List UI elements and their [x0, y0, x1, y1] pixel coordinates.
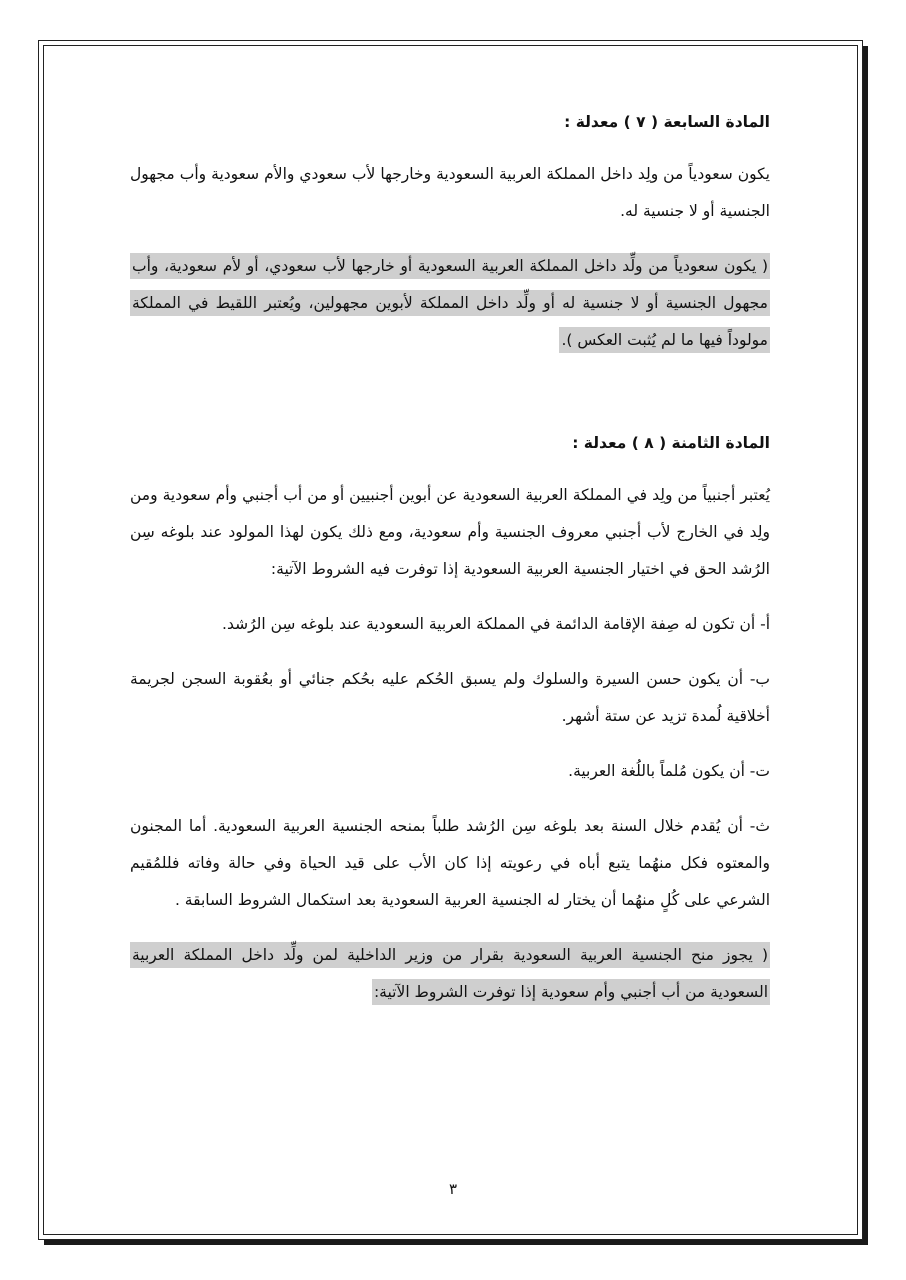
- article-8-condition-a: أ- أن تكون له صِفة الإقامة الدائمة في المملكة العربية السعودية عند بلوغه سِن الرُشد.: [222, 615, 770, 633]
- article-8-condition-th: ث- أن يُقدم خلال السنة بعد بلوغه سِن الرُشد طلباً بمنحه الجنسية العربية السعودية. أما المجنون والمعتوه فكل منهُما يتبع أباه في رعويته إذا كان الأب على قيد الحياة وفي حالة وفاته فللمُقيم الشرعي على كُلٍ منهُما أن يختار له الجنسية العربية السعودية بعد استكمال الشروط السابقة .: [130, 817, 770, 909]
- article-8-amended-block: [130, 937, 770, 1011]
- article-7-title: المادة السابعة ( ٧ ) معدلة :: [564, 113, 770, 131]
- page-shadow-right: [863, 46, 868, 1245]
- article-8-condition-b: ب- أن يكون حسن السيرة والسلوك ولم يسبق الحُكم عليه بحُكم جنائي أو بعُقوبة السجن لجريمة أخلاقية لُمدة تزيد عن ستة أشهر.: [130, 670, 770, 725]
- article-7-amended-text: ( يكون سعودياً من ولِّد داخل المملكة العربية السعودية أو خارجها لأب سعودي، أو لأم سعودية، وأب مجهول الجنسية أو لا جنسية له أو ولِّد داخل المملكة لأبوين مجهولين، ويُعتبر اللقيط في المملكة مولوداً فيها ما لم يُثبت العكس ).: [130, 253, 770, 353]
- article-8-condition-t: ت- أن يكون مُلماً باللُغة العربية.: [568, 762, 770, 780]
- document-body: [130, 100, 770, 1011]
- article-8-amended-text: ( يجوز منح الجنسية العربية السعودية بقرار من وزير الداخلية لمن ولِّد داخل المملكة العربية السعودية من أب أجنبي وأم سعودية إذا توفرت الشروط الآتية:: [130, 942, 770, 1005]
- page-shadow-bottom: [44, 1240, 868, 1245]
- page-number: ٣: [448, 1180, 458, 1198]
- article-7-original-text: يكون سعودياً من ولِد داخل المملكة العربية السعودية وخارجها لأب سعودي والأم سعودية وأب مجهول الجنسية أو لا جنسية له.: [130, 165, 770, 220]
- article-8-title: المادة الثامنة ( ٨ ) معدلة :: [572, 434, 770, 452]
- article-8-intro-text: يُعتبر أجنبياً من ولِد في المملكة العربية السعودية عن أبوين أجنبيين أو من أب أجنبي وأم سعودية ومن ولِد في الخارج لأب أجنبي معروف الجنسية وأم سعودية، ومع ذلك يكون لهذا المولود عند بلوغه سِن الرُشد الحق في اختيار الجنسية العربية السعودية إذا توفرت فيه الشروط الآتية:: [130, 486, 770, 578]
- article-7-amended-block: [130, 248, 770, 359]
